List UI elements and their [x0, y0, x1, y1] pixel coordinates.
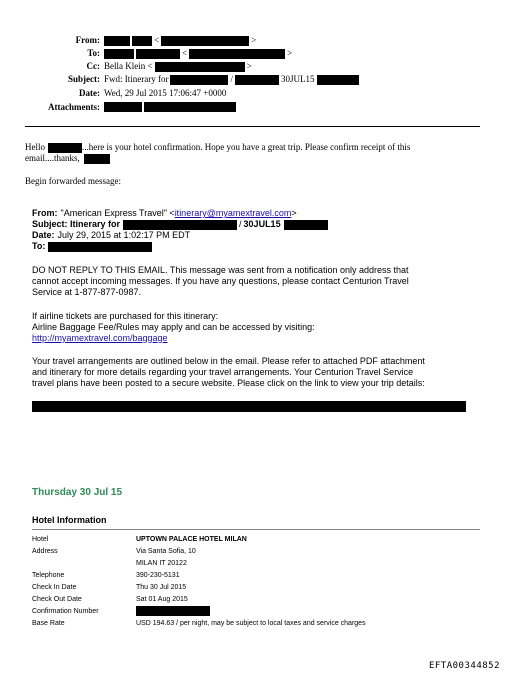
body-para1-line1: DO NOT REPLY TO THIS EMAIL. This message was sent from a notification only address that [32, 265, 409, 275]
body-para1-line3: Service at 1-877-877-0987. [32, 287, 142, 297]
redacted-block [123, 220, 237, 230]
fwd-from-value: "American Express Travel" < [60, 208, 175, 218]
redacted-block [136, 49, 180, 59]
intro-line2: email....thanks, [25, 153, 80, 163]
redacted-block [48, 242, 152, 252]
hotel-name: UPTOWN PALACE HOTEL MILAN [136, 536, 247, 543]
body-para3-line1: Your travel arrangements are outlined below in the email. Please refer to attached PDF attachment [32, 356, 425, 366]
redacted-block [170, 75, 228, 85]
body-para3-line2: and itinerary for more details regarding your travel arrangements. Your Centurion Travel Service [32, 367, 414, 377]
baggage-link[interactable]: http://myamextravel.com/baggage [32, 333, 168, 343]
redacted-confirmation-number [136, 606, 210, 616]
body-para2-line2: Airline Baggage Fee/Rules may apply and can be accessed by visiting: [32, 322, 315, 332]
subject-value: Fwd: Itinerary for [104, 74, 169, 84]
body-para3-line3: travel plans have been posted to a secure website. Please click on the link to view your trip details: [32, 378, 425, 388]
header-divider [25, 126, 480, 127]
redacted-block [144, 102, 236, 112]
fwd-subject-label: Subject: Itinerary for [32, 219, 121, 229]
fwd-to-label: To: [32, 241, 46, 251]
body-para2-line1: If airline tickets are purchased for this itinerary: [32, 311, 219, 321]
date-value: Wed, 29 Jul 2015 17:06:47 +0000 [104, 88, 227, 98]
redacted-block [161, 36, 249, 46]
redacted-block [189, 49, 285, 59]
redacted-block [104, 36, 130, 46]
document-id: EFTA00344852 [428, 661, 500, 671]
fwd-from-label: From: [32, 208, 58, 218]
from-label: From: [75, 35, 100, 45]
hello-text: Hello [25, 142, 45, 152]
redacted-block [104, 49, 134, 59]
subject-label: Subject: [68, 74, 100, 84]
redacted-block [104, 102, 142, 112]
cc-value: Bella Klein < [104, 61, 153, 71]
redacted-block [155, 62, 245, 72]
fwd-from-email[interactable]: itinerary@myamextravel.com [174, 208, 292, 218]
redacted-block [132, 36, 152, 46]
redacted-block [235, 75, 279, 85]
fwd-subject-code: 30JUL15 [243, 219, 281, 229]
intro-line1: ...here is your hotel confirmation. Hope you have a great trip. Please confirm receipt of this [82, 142, 411, 152]
attachments-label: Attachments: [48, 102, 100, 112]
to-label: To: [87, 48, 100, 58]
date-label: Date: [79, 88, 100, 98]
redacted-block [284, 220, 328, 230]
fwd-date-value: July 29, 2015 at 1:02:17 PM EDT [57, 230, 191, 240]
forwarded-label: Begin forwarded message: [25, 176, 121, 186]
redacted-block [317, 75, 359, 85]
hotel-section-divider [32, 529, 480, 530]
subject-code: 30JUL15 [281, 74, 315, 84]
redacted-block [48, 143, 82, 153]
redacted-trip-link [32, 401, 466, 412]
hotel-section-title: Hotel Information [32, 515, 107, 525]
redacted-block [84, 154, 110, 164]
body-para1-line2: cannot accept incoming messages. If you have any questions, please contact Centurion Travel [32, 276, 409, 286]
cc-label: Cc: [86, 61, 100, 71]
fwd-date-label: Date: [32, 230, 55, 240]
itinerary-day-heading: Thursday 30 Jul 15 [32, 487, 123, 498]
